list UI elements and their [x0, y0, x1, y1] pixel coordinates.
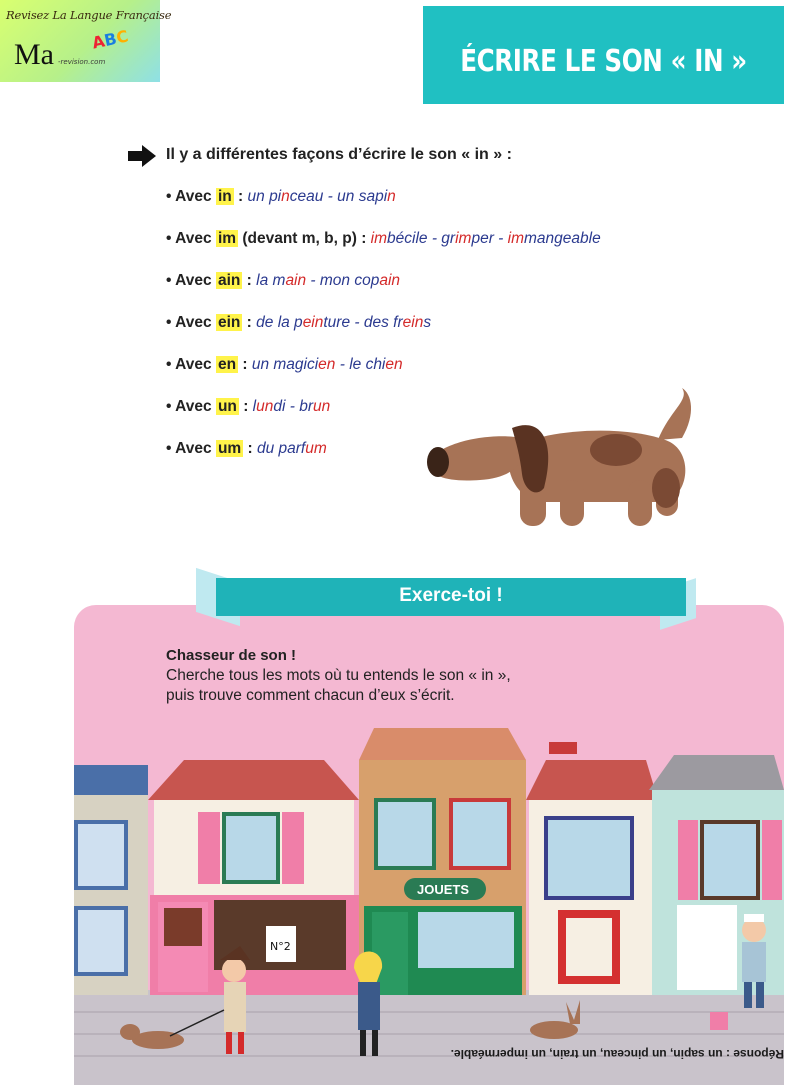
rule-example-fragment: de la p	[256, 314, 303, 331]
rule-prefix: • Avec	[166, 188, 216, 205]
page-title: ÉCRIRE LE SON « IN »	[460, 44, 747, 79]
rule-prefix: • Avec	[166, 272, 216, 289]
rule-en	[166, 356, 403, 374]
rule-un	[166, 398, 330, 416]
rule-prefix: • Avec	[166, 230, 216, 247]
rule-example-fragment: l	[252, 398, 257, 415]
rule-prefix: • Avec	[166, 398, 216, 415]
logo-abc: ABC	[90, 26, 130, 53]
rule-example-fragment: bécile - gr	[387, 230, 456, 247]
rule-separator: :	[243, 440, 257, 457]
rule-um	[166, 440, 327, 458]
rule-example-fragment: im	[370, 230, 388, 247]
rule-example-fragment: n	[387, 188, 396, 205]
rule-separator: :	[238, 398, 253, 415]
rule-example-fragment: per -	[471, 230, 508, 247]
street-scene-illustration	[74, 720, 784, 1085]
rule-example-fragment: ein	[402, 314, 424, 331]
exercise-ribbon	[216, 578, 686, 616]
rule-note: (devant m, b, p)	[238, 230, 357, 247]
rule-prefix: • Avec	[166, 356, 216, 373]
logo-ma: Ma	[14, 38, 54, 71]
rule-example-fragment: en	[385, 356, 403, 373]
rule-grapheme-highlight: im	[217, 230, 237, 247]
rule-example-fragment: - le chi	[335, 356, 386, 373]
rule-example-fragment: im	[455, 230, 472, 247]
rule-separator: :	[242, 314, 257, 331]
rule-example-fragment: - mon cop	[306, 272, 380, 289]
rule-example-fragment: um	[305, 440, 327, 457]
rule-im	[166, 230, 601, 248]
rule-grapheme-highlight: um	[217, 440, 242, 457]
dog-illustration	[420, 380, 700, 540]
site-logo[interactable]	[0, 0, 172, 82]
rule-grapheme-highlight: ain	[217, 272, 241, 289]
rule-example-fragment: ain	[379, 272, 401, 289]
rule-example-fragment: ain	[285, 272, 307, 289]
rule-prefix: • Avec	[166, 440, 216, 457]
rule-example-fragment: en	[318, 356, 336, 373]
rule-example-fragment: di - br	[273, 398, 313, 415]
rule-example-fragment: mangeable	[524, 230, 601, 247]
rule-example-fragment: un magici	[251, 356, 319, 373]
rule-prefix: • Avec	[166, 314, 216, 331]
rule-example-fragment: un	[313, 398, 331, 415]
rule-ain	[166, 272, 400, 290]
rule-separator: :	[238, 356, 252, 373]
rule-example-fragment: ture - des fr	[323, 314, 403, 331]
rule-grapheme-highlight: en	[217, 356, 237, 373]
perfume-label: N°2	[270, 940, 291, 953]
rule-grapheme-highlight: ein	[217, 314, 241, 331]
rule-grapheme-highlight: in	[217, 188, 232, 205]
toy-shop-sign: JOUETS	[417, 882, 470, 897]
exercise-ribbon-label: Exerce-toi !	[399, 585, 503, 606]
answer-upside-down: Réponse : un sapin, un pinceau, un train, un imperméable.	[450, 1047, 784, 1061]
rule-ein	[166, 314, 431, 332]
rule-in	[166, 188, 396, 206]
rule-separator: :	[242, 272, 257, 289]
logo-tagline: Revisez La Langue Française	[6, 8, 172, 22]
rule-example-fragment: im	[507, 230, 524, 247]
rule-example-fragment: n	[281, 188, 290, 205]
rule-separator: :	[233, 188, 248, 205]
rule-example-fragment: un	[256, 398, 274, 415]
rule-example-fragment: ceau - un sapi	[289, 188, 388, 205]
rule-example-fragment: du parf	[256, 440, 306, 457]
title-banner	[423, 6, 784, 104]
intro-text: Il y a différentes façons d’écrire le son « in » :	[166, 146, 512, 163]
task-instruction-line-1: Cherche tous les mots où tu entends le son « in »,	[166, 667, 511, 684]
rule-example-fragment: s	[423, 314, 432, 331]
task-instruction-line-2: puis trouve comment chacun d’eux s’écrit.	[166, 687, 455, 704]
rule-example-fragment: ein	[302, 314, 324, 331]
task-title: Chasseur de son !	[166, 647, 297, 664]
logo-domain: -revision.com	[58, 58, 106, 66]
rule-grapheme-highlight: un	[217, 398, 237, 415]
rule-separator: :	[356, 230, 371, 247]
rule-example-fragment: un pi	[247, 188, 282, 205]
rule-example-fragment: la m	[256, 272, 286, 289]
